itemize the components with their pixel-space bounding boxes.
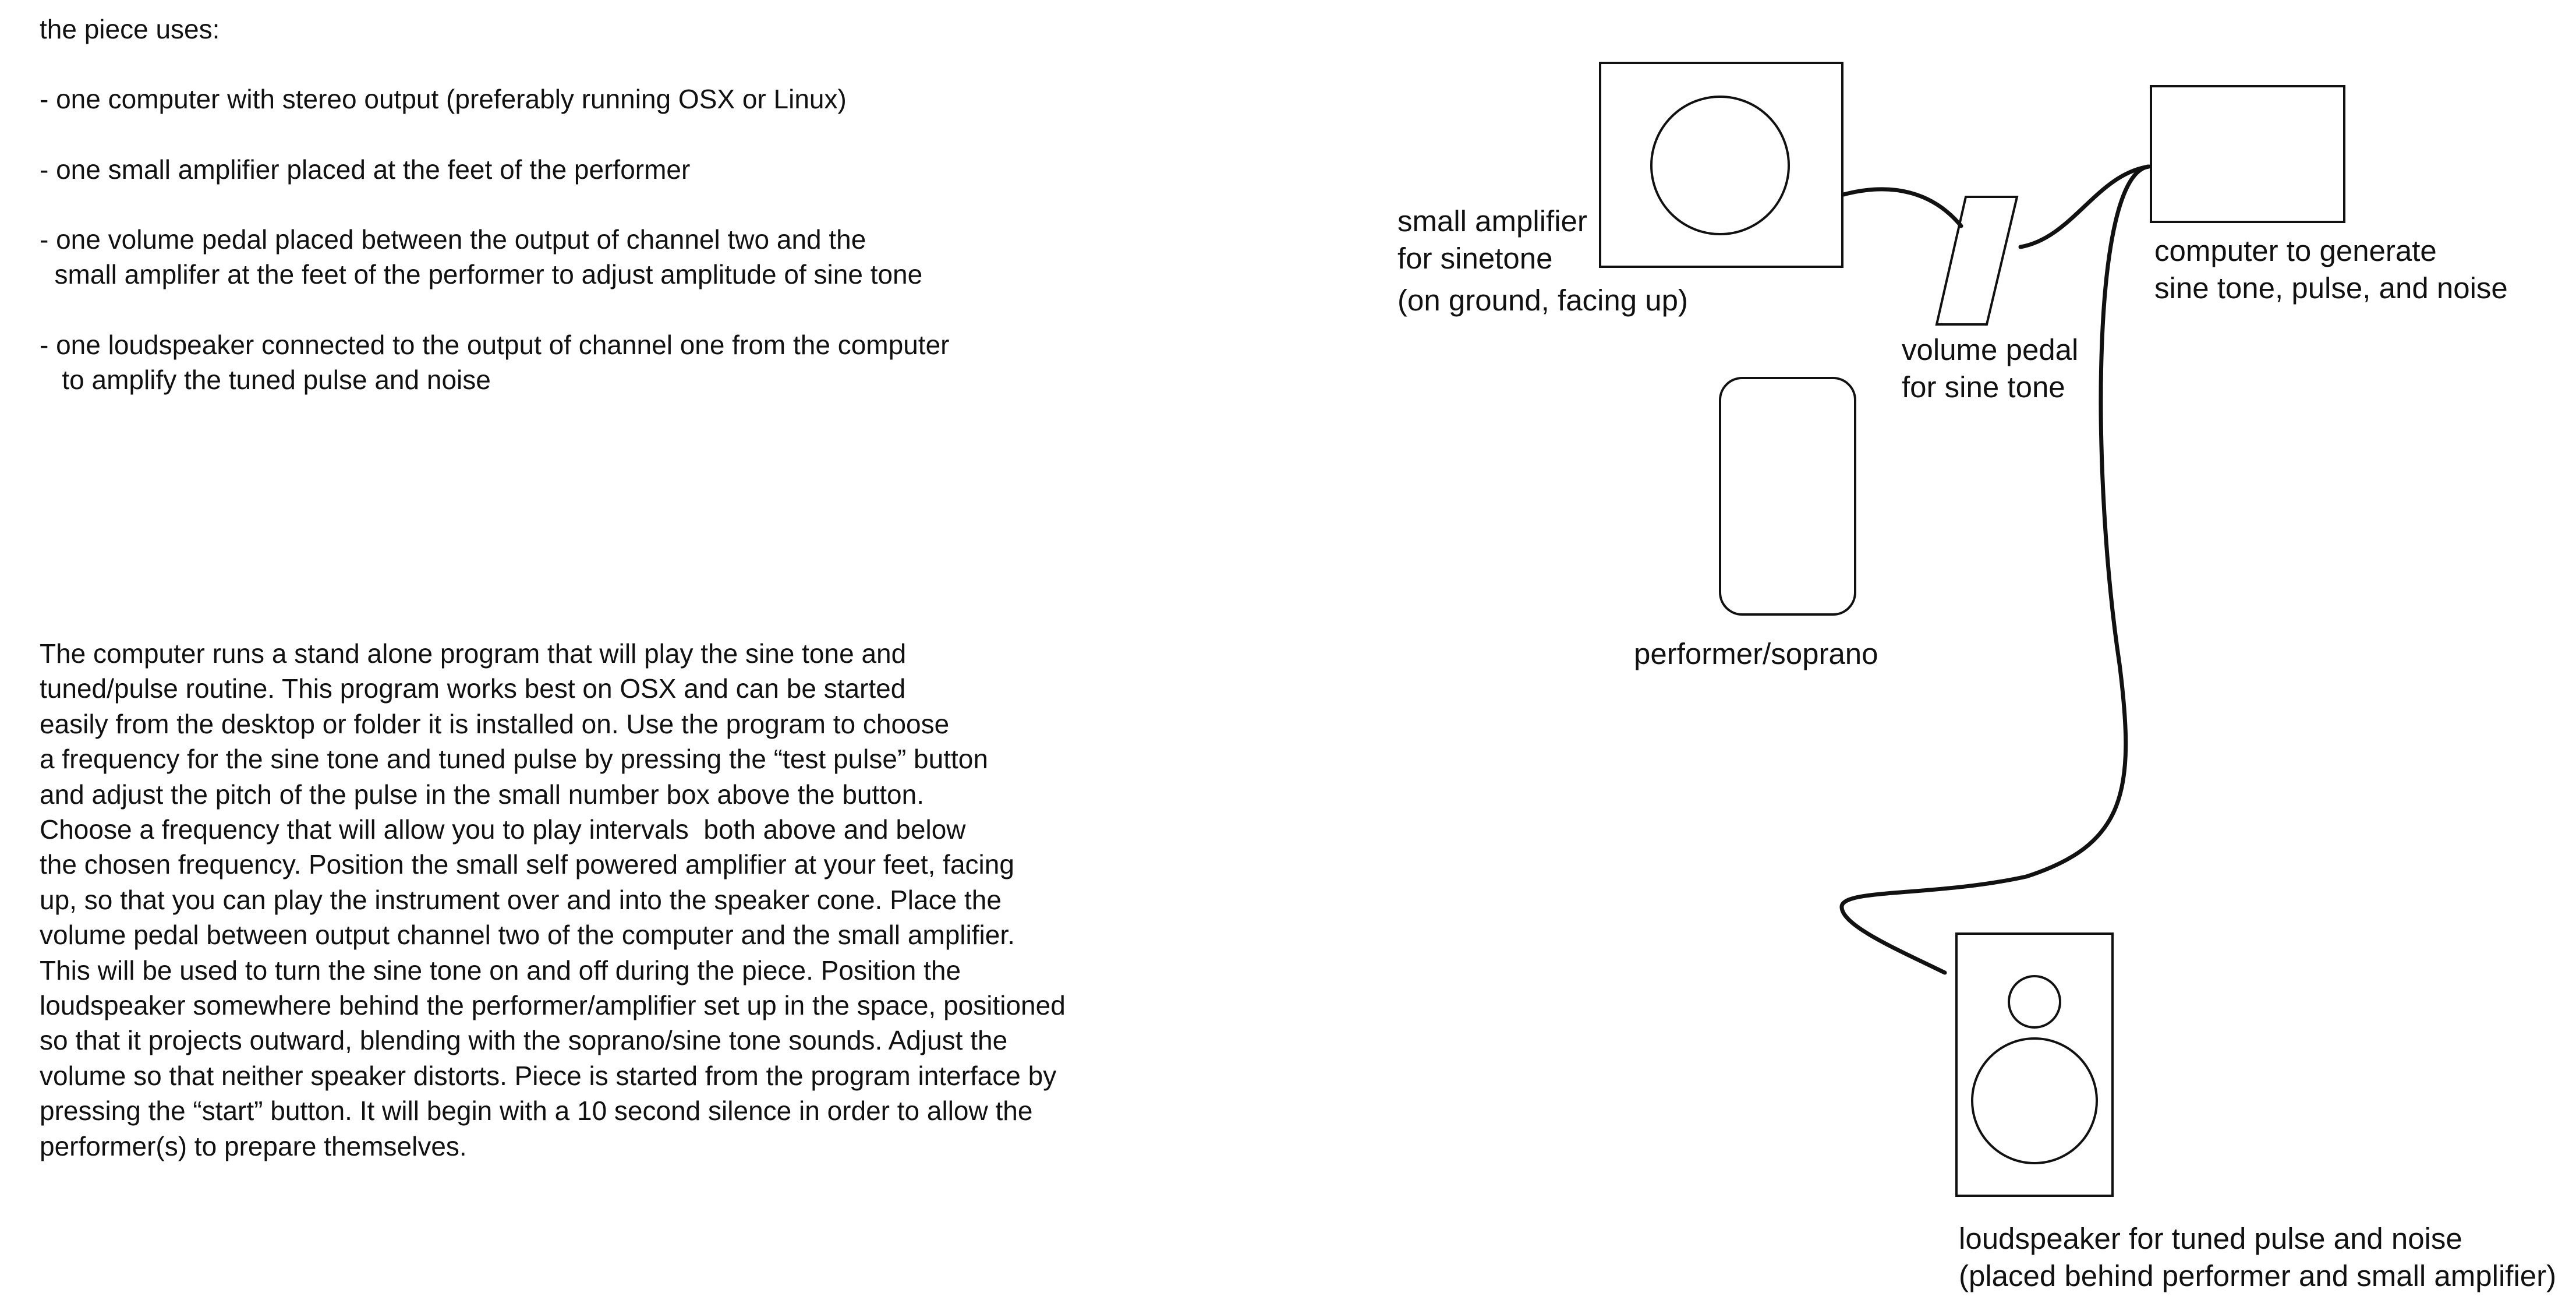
requirement-pedal-line-1: - one volume pedal placed between the output of channel two and the bbox=[40, 224, 866, 255]
instructions-line: loudspeaker somewhere behind the performer/amplifier set up in the space, positioned bbox=[40, 990, 1066, 1020]
loudspeaker-label-line-2: (placed behind performer and small amplifier) bbox=[1959, 1259, 2557, 1292]
instructions-line: easily from the desktop or folder it is installed on. Use the program to choose bbox=[40, 709, 950, 739]
computer-box bbox=[2151, 86, 2344, 222]
instructions-line: Choose a frequency that will allow you to play intervals both above and below bbox=[40, 814, 966, 845]
pedal-label-line-1: volume pedal bbox=[1902, 333, 2079, 366]
performer-label: performer/soprano bbox=[1634, 637, 1878, 670]
cable-pedal-to-computer bbox=[2021, 167, 2149, 247]
performer-shape bbox=[1720, 378, 1855, 614]
instructions-line: so that it projects outward, blending with the soprano/sine tone sounds. Adjust the bbox=[40, 1025, 1008, 1055]
computer-label-line-1: computer to generate bbox=[2154, 234, 2437, 267]
amplifier-label-line-2: for sinetone bbox=[1397, 242, 1553, 275]
computer-label-line-2: sine tone, pulse, and noise bbox=[2154, 271, 2508, 305]
instructions-line: performer(s) to prepare themselves. bbox=[40, 1131, 467, 1161]
requirement-loudspeaker-line-2: to amplify the tuned pulse and noise bbox=[40, 365, 491, 395]
instructions-line: and adjust the pitch of the pulse in the small number box above the button. bbox=[40, 779, 924, 810]
pedal-label-line-2: for sine tone bbox=[1902, 370, 2065, 404]
instructions-line: This will be used to turn the sine tone on and off during the piece. Position the bbox=[40, 955, 961, 985]
instructions-line: a frequency for the sine tone and tuned pulse by pressing the “test pulse” button bbox=[40, 744, 988, 774]
instructions-line: The computer runs a stand alone program that will play the sine tone and bbox=[40, 638, 907, 669]
instructions-line: volume pedal between output channel two of the computer and the small amplifier. bbox=[40, 920, 1015, 950]
loudspeaker-box bbox=[1956, 934, 2113, 1196]
loudspeaker-label-line-1: loudspeaker for tuned pulse and noise bbox=[1959, 1222, 2462, 1255]
volume-pedal-shape bbox=[1937, 197, 2017, 324]
loudspeaker-tweeter bbox=[2009, 976, 2060, 1027]
instructions-line: pressing the “start” button. It will begin with a 10 second silence in order to allow the bbox=[40, 1096, 1033, 1126]
requirement-loudspeaker-line-1: - one loudspeaker connected to the output of channel one from the computer bbox=[40, 330, 950, 360]
instructions-line: tuned/pulse routine. This program works best on OSX and can be started bbox=[40, 673, 906, 704]
small-amplifier-cone bbox=[1651, 97, 1789, 234]
requirement-pedal-line-2: small amplifer at the feet of the performer to adjust amplitude of sine tone bbox=[40, 259, 923, 289]
small-amplifier-box bbox=[1600, 63, 1842, 267]
cable-amplifier-to-pedal bbox=[1843, 189, 1961, 226]
amplifier-label-line-1: small amplifier bbox=[1397, 204, 1587, 238]
instructions-line: up, so that you can play the instrument over and into the speaker cone. Place the bbox=[40, 885, 1002, 915]
instructions-line: volume so that neither speaker distorts. Piece is started from the program interface by bbox=[40, 1061, 1057, 1091]
loudspeaker-woofer bbox=[1972, 1038, 2097, 1163]
requirement-computer: - one computer with stereo output (preferably running OSX or Linux) bbox=[40, 84, 847, 114]
instructions-line: the chosen frequency. Position the small self powered amplifier at your feet, facing bbox=[40, 849, 1014, 879]
amplifier-label-line-3: (on ground, facing up) bbox=[1397, 284, 1688, 317]
requirement-amplifier: - one small amplifier placed at the feet of the performer bbox=[40, 154, 691, 185]
requirements-intro: the piece uses: bbox=[40, 14, 220, 44]
